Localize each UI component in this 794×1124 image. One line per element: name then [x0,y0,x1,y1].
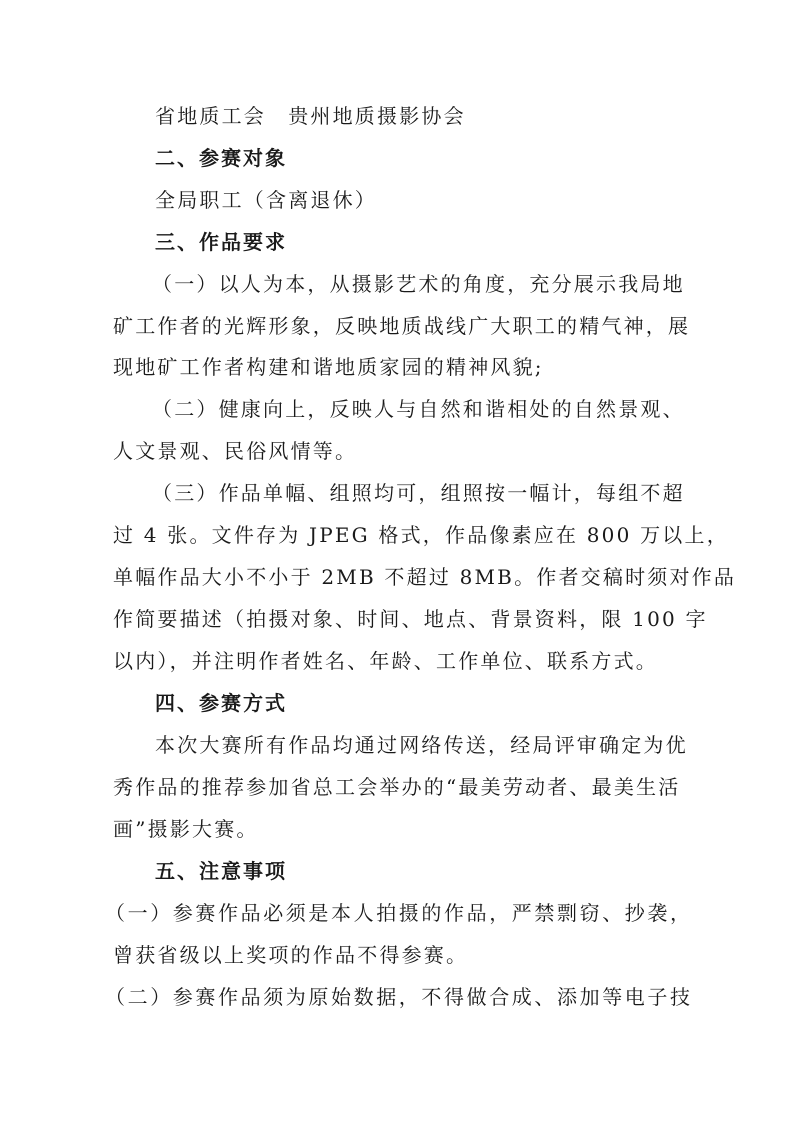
paragraph-line: 画”摄影大赛。 [113,817,259,841]
paragraph-line: 人文景观、民俗风情等。 [113,439,358,463]
section-heading-requirements: 三、作品要求 [155,230,287,254]
paragraph-line: 本次大赛所有作品均通过网络传送，经局评审确定为优 [155,733,688,757]
section-heading-method: 四、参赛方式 [155,691,287,715]
header-line: 省地质工会 贵州地质摄影协会 [155,104,466,128]
paragraph-line: 矿工作者的光辉形象，反映地质战线广大职工的精气神，展 [113,314,691,338]
paragraph-line: 以内），并注明作者姓名、年龄、工作单位、联系方式。 [113,649,658,673]
paragraph-line: （三）作品单幅、组照均可，组照按一幅计，每组不超 [152,481,685,505]
paragraph-line: 全局职工（含离退休） [155,188,377,212]
paragraph-line: （二）健康向上，反映人与自然和谐相处的自然景观、 [152,397,685,421]
paragraph-line: （二）参赛作品须为原始数据，不得做合成、添加等电子技 [105,985,693,1009]
paragraph-line: 曾获省级以上奖项的作品不得参赛。 [113,943,469,967]
paragraph-line: （一）以人为本，从摄影艺术的角度，充分展示我局地 [152,272,685,296]
paragraph-line: 过 4 张。文件存为 JPEG 格式，作品像素应在 800 万以上， [113,523,729,547]
section-heading-participants: 二、参赛对象 [155,146,287,170]
paragraph-line: （一）参赛作品必须是本人拍摄的作品，严禁剽窃、抄袭， [105,901,693,925]
paragraph-line: 现地矿工作者构建和谐地质家园的精神风貌; [113,355,544,379]
paragraph-line: 秀作品的推荐参加省总工会举办的“最美劳动者、最美生活 [113,775,681,799]
paragraph-line: 作简要描述（拍摄对象、时间、地点、背景资料，限 100 字 [113,607,708,631]
section-heading-notes: 五、注意事项 [155,859,287,883]
paragraph-line: 单幅作品大小不小于 2MB 不超过 8MB。作者交稿时须对作品 [113,565,737,589]
